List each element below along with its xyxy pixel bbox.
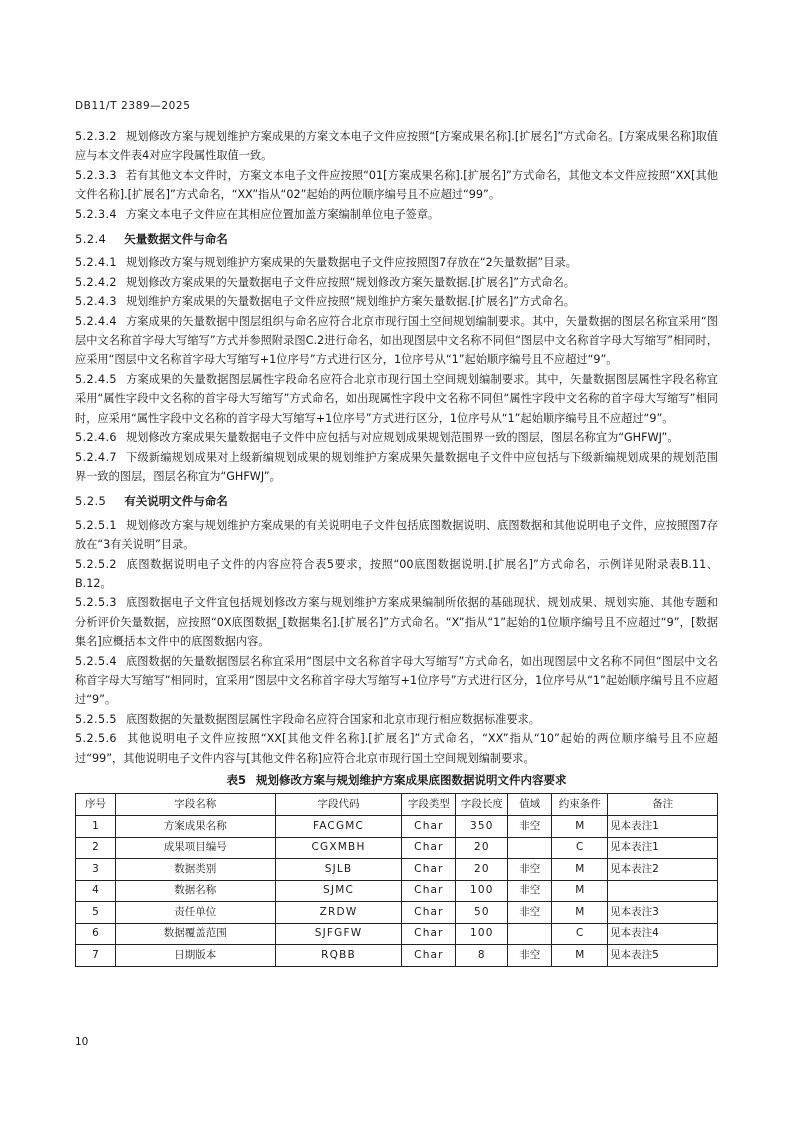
clause-text: 规划修改方案与规划维护方案成果的有关说明电子文件包括底图数据说明、底图数据和其他说明电子文件，应按照图7存放在“3有关说明”目录。 (75, 518, 718, 552)
table-body (76, 816, 718, 967)
section-title: 有关说明文件与命名 (124, 494, 228, 509)
table-cell: 5 (76, 902, 116, 924)
column-header: 约束条件 (552, 794, 608, 816)
table-cell: 100 (456, 880, 508, 902)
table-cell: ZRDW (275, 902, 402, 924)
table-cell: M (552, 880, 608, 902)
table-row (76, 837, 718, 859)
clause-number: 5.2.5.3 (75, 596, 117, 610)
page-content (75, 127, 718, 967)
table-cell: SJLB (275, 859, 402, 881)
table-cell: 20 (456, 837, 508, 859)
table-cell: M (552, 945, 608, 967)
table-cell: 见本表注1 (608, 816, 718, 838)
table-number: 表5 (226, 773, 246, 787)
clause-text: 规划修改方案与规划维护方案成果的方案文本电子文件应按照“[方案成果名称].[扩展名]”方式命名。[方案成果名称]取值应与本文件表4对应字段属性取值一致。 (75, 130, 718, 163)
clause-paragraph (75, 729, 718, 768)
table-row (76, 880, 718, 902)
table-cell: Char (402, 945, 456, 967)
table-cell: 见本表注1 (608, 837, 718, 859)
clause-paragraph (75, 205, 718, 224)
table-cell: 日期版本 (115, 945, 275, 967)
table-cell: Char (402, 902, 456, 924)
table-cell: M (552, 859, 608, 881)
table-cell: 3 (76, 859, 116, 881)
table-cell: 见本表注4 (608, 923, 718, 945)
clause-text: 方案成果的矢量数据图层属性字段命名应符合北京市现行国土空间规划编制要求。其中，矢量数据图层属性字段名称宜采用“属性字段中文名称的首字母大写缩写”方式命名，如出现属性字段中文名称不同但“属性字段中文名称的首字母大写缩写”相同时，应采用“属性字段中文名称的首字母大写缩写+1位序号”方式进行区分，1位序号从“1”起始顺序编号且不应超过“9”。 (75, 372, 718, 425)
clause-number: 5.2.4.3 (75, 295, 117, 309)
table-cell: 成果项目编号 (115, 837, 275, 859)
section-heading-525 (75, 492, 718, 511)
table-cell (608, 880, 718, 902)
table-cell: Char (402, 859, 456, 881)
clause-paragraph (75, 652, 718, 710)
table-row (76, 816, 718, 838)
table-caption (75, 771, 718, 790)
table-title: 规划修改方案与规划维护方案成果底图数据说明文件内容要求 (256, 773, 567, 787)
table-row (76, 859, 718, 881)
clause-text: 底图数据的矢量数据图层属性字段命名应符合国家和北京市现行相应数据标准要求。 (125, 712, 540, 726)
table-cell: 见本表注2 (608, 859, 718, 881)
table-cell: M (552, 816, 608, 838)
clause-number: 5.2.5.2 (75, 557, 117, 571)
clause-text: 方案成果的矢量数据中图层组织与命名应符合北京市现行国土空间规划编制要求。其中，矢量数据的图层名称宜采用“图层中文名称首字母大写缩写”方式并参照附录图C.2进行命名，如出现图层中文名称不同但“图层中文名称首字母大写缩写”相同时，应采用“图层中文名称首字母大写缩写+1位序号”方式进行区分，1位序号从“1”起始顺序编号且不应超过“9”。 (75, 314, 718, 367)
table-cell: 50 (456, 902, 508, 924)
clause-paragraph (75, 273, 718, 292)
table-row (76, 945, 718, 967)
section-title: 矢量数据文件与命名 (124, 232, 228, 247)
page-number: 10 (75, 1036, 89, 1048)
table-cell: 责任单位 (115, 902, 275, 924)
clause-group-525 (75, 516, 718, 768)
clause-group-524 (75, 253, 718, 486)
section-number: 5.2.5 (75, 494, 107, 509)
table-cell: 7 (76, 945, 116, 967)
table-row (76, 923, 718, 945)
table-cell: 非空 (508, 816, 552, 838)
table-cell: SJMC (275, 880, 402, 902)
column-header: 值域 (508, 794, 552, 816)
clause-number: 5.2.4.1 (75, 256, 117, 270)
clause-paragraph (75, 127, 718, 166)
clause-paragraph (75, 516, 718, 555)
table-cell (508, 837, 552, 859)
clause-number: 5.2.5.5 (75, 712, 117, 726)
clause-paragraph (75, 593, 718, 651)
table-cell: 2 (76, 837, 116, 859)
column-header: 字段名称 (115, 794, 275, 816)
clause-number: 5.2.5.6 (75, 732, 117, 746)
column-header: 字段长度 (456, 794, 508, 816)
clause-text: 方案文本电子文件应在其相应位置加盖方案编制单位电子签章。 (125, 207, 440, 221)
table-cell: Char (402, 923, 456, 945)
clause-text: 底图数据电子文件宜包括规划修改方案与规划维护方案成果编制所依据的基础现状、规划成果、规划实施、其他专题和分析评价矢量数据，应按照“0X底图数据_[数据集名].[扩展名]”方式命名。“X”指从“1”起始的1位顺序编号且不应超过“9”，[数据集名]应概括本文件中的底图数据内容。 (75, 596, 718, 649)
table-cell: C (552, 837, 608, 859)
clause-number: 5.2.3.4 (75, 207, 117, 221)
clause-paragraph (75, 253, 718, 272)
clause-number: 5.2.3.2 (75, 130, 117, 143)
clause-paragraph (75, 448, 718, 487)
clause-number: 5.2.5.4 (75, 654, 117, 668)
clause-paragraph (75, 370, 718, 428)
document-header: DB11/T 2389—2025 (75, 100, 191, 112)
table-cell: 6 (76, 923, 116, 945)
column-header: 备注 (608, 794, 718, 816)
table-cell: 见本表注5 (608, 945, 718, 967)
table-cell (508, 923, 552, 945)
table-cell: 20 (456, 859, 508, 881)
table-cell: Char (402, 816, 456, 838)
table-cell: CGXMBH (275, 837, 402, 859)
clause-paragraph (75, 428, 718, 447)
table-cell: 见本表注3 (608, 902, 718, 924)
clause-text: 其他说明电子文件应按照“XX[其他文件名称].[扩展名]”方式命名，“XX”指从“10”起始的两位顺序编号且不应超过“99”，其他说明电子文件内容与[其他文件名称]应符合北京市现行国土空间规划编制要求。 (75, 732, 718, 765)
table-cell: 数据覆盖范围 (115, 923, 275, 945)
column-header: 序号 (76, 794, 116, 816)
clause-text: 下级新编规划成果对上级新编规划成果的规划维护方案成果矢量数据电子文件中应包括与下级新编规划成果的规划范围界一致的图层，图层名称宜为“GHFWJ”。 (75, 450, 718, 483)
column-header: 字段代码 (275, 794, 402, 816)
clause-text: 若有其他文本文件时，方案文本电子文件应按照“01[方案成果名称].[扩展名]”方式命名，其他文本文件应按照“XX[其他文件名称].[扩展名]”方式命名，“XX”指从“02”起始的两位顺序编号且不应超过“99”。 (75, 168, 718, 202)
section-heading-524 (75, 230, 718, 249)
data-spec-table (75, 793, 718, 967)
clause-text: 规划修改方案成果矢量数据电子文件中应包括与对应规划成果规划范围界一致的图层，图层名称宜为“GHFWJ”。 (125, 431, 679, 445)
clause-paragraph (75, 710, 718, 729)
section-number: 5.2.4 (75, 232, 107, 247)
clause-text: 规划维护方案成果的矢量数据电子文件应按照“规划维护方案矢量数据.[扩展名]”方式命名。 (125, 295, 575, 309)
table-cell: FACGMC (275, 816, 402, 838)
clause-paragraph (75, 166, 718, 205)
table-cell: RQBB (275, 945, 402, 967)
table-cell: Char (402, 880, 456, 902)
table-cell: 非空 (508, 880, 552, 902)
clause-number: 5.2.4.4 (75, 314, 117, 328)
table-cell: SJFGFW (275, 923, 402, 945)
table-cell: 非空 (508, 945, 552, 967)
table-cell: 8 (456, 945, 508, 967)
clause-number: 5.2.3.3 (75, 168, 117, 182)
clause-number: 5.2.4.7 (75, 450, 117, 464)
clause-number: 5.2.4.5 (75, 372, 117, 386)
clause-text: 底图数据的矢量数据图层名称宜采用“图层中文名称首字母大写缩写”方式命名，如出现图层中文名称不同但“图层中文名称首字母大写缩写”相同时，宜采用“图层中文名称首字母大写缩写+1位序号”方式进行区分，1位序号从“1”起始顺序编号且不应超过“9”。 (75, 654, 718, 707)
table-cell: 非空 (508, 902, 552, 924)
clause-group-523 (75, 127, 718, 224)
clause-number: 5.2.4.6 (75, 431, 117, 445)
table-cell: 数据名称 (115, 880, 275, 902)
table-cell: C (552, 923, 608, 945)
table-cell: M (552, 902, 608, 924)
table-cell: Char (402, 837, 456, 859)
clause-text: 底图数据说明电子文件的内容应符合表5要求，按照“00底图数据说明.[扩展名]”方式命名，示例详见附录表B.11、B.12。 (75, 557, 718, 590)
table-row (76, 902, 718, 924)
clause-text: 规划修改方案成果的矢量数据电子文件应按照“规划修改方案矢量数据.[扩展名]”方式命名。 (125, 275, 575, 289)
clause-text: 规划修改方案与规划维护方案成果的矢量数据电子文件应按照图7存放在“2矢量数据”目录。 (125, 256, 577, 270)
column-header: 字段类型 (402, 794, 456, 816)
clause-paragraph (75, 555, 718, 594)
clause-number: 5.2.5.1 (75, 518, 117, 532)
table-cell: 1 (76, 816, 116, 838)
table-cell: 数据类别 (115, 859, 275, 881)
table-cell: 方案成果名称 (115, 816, 275, 838)
table-cell: 非空 (508, 859, 552, 881)
clause-number: 5.2.4.2 (75, 275, 117, 289)
table-cell: 4 (76, 880, 116, 902)
clause-paragraph (75, 292, 718, 311)
table-cell: 350 (456, 816, 508, 838)
table-header-row (76, 794, 718, 816)
clause-paragraph (75, 312, 718, 370)
table-cell: 100 (456, 923, 508, 945)
